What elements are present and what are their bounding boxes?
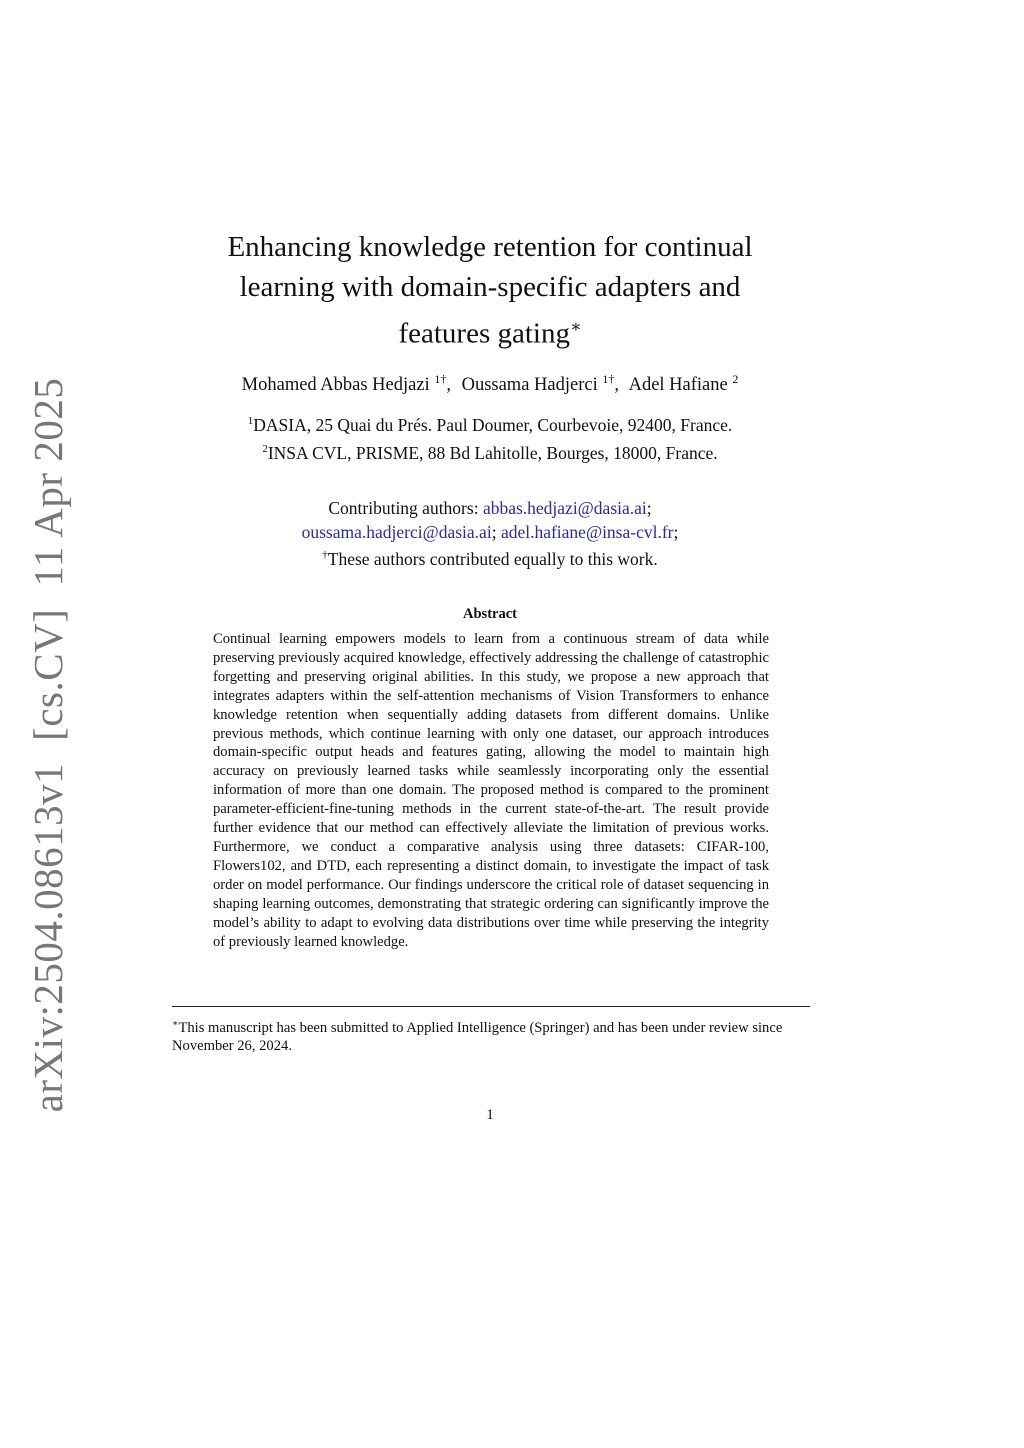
footnote-mark: ∗ [172, 1019, 179, 1029]
equal-contribution-mark: † [322, 549, 328, 561]
email-separator: ; [491, 521, 497, 542]
contrib-line-2 [140, 521, 840, 545]
title-footnote-mark: ∗ [569, 317, 582, 336]
affiliation-text: DASIA, 25 Quai du Prés. Paul Doumer, Courbevoie, 92400, France. [253, 414, 733, 435]
equal-contribution-note: These authors contributed equally to this work. [327, 548, 658, 569]
affiliation-line [140, 409, 840, 437]
title-line-2: learning with domain-specific adapters and [239, 271, 741, 303]
author-name: Mohamed Abbas Hedjazi [241, 375, 430, 396]
author-affil-mark: 1† [434, 372, 447, 386]
page-number: 1 [486, 1107, 494, 1123]
arxiv-category: [cs.CV] [25, 608, 71, 741]
author-name: Adel Hafiane [628, 375, 728, 396]
email-separator: ; [646, 498, 652, 518]
contrib-line-1 [140, 497, 840, 521]
email-link-hafiane[interactable]: adel.hafiane@insa-cvl.fr [500, 521, 674, 542]
arxiv-id: arXiv:2504.08613v1 [25, 762, 71, 1113]
affiliation-line [140, 437, 840, 465]
abstract-text: Continual learning empowers models to learn from a continuous stream of data while preserving previously acquired knowledge, effectively addressing the challenge of catastrophic forgetting and preserving original abilities. In this study, we propose a new approach that integrates adapters within the self-attention mechanisms of Vision Transformers to enhance knowledge retention when sequentially adding datasets from different domains. Unlike previous methods, which continue learning with only one dataset, our approach introduces domain-specific output heads and features gating, allowing the model to maintain high accuracy on previously learned tasks while seamlessly incorporating only the essential information of more than one domain. The proposed method is compared to the prominent parameter-efficient-fine-tuning methods in the current state-of-the-art. The result provide further evidence that our method can effectively alleviate the limitation of previous works. Furthermore, we conduct a comparative analysis using three datasets: CIFAR-100, Flowers102, and DTD, each representing a distinct domain, to investigate the impact of task order on model performance. Our findings underscore the critical role of dataset sequencing in shaping learning outcomes, demonstrating that strategic ordering can significantly improve the model’s ability to adapt to evolving data distributions over time while preserving the integrity of previously learned knowledge. [213, 631, 769, 950]
title-line-3-text: features gating [398, 317, 570, 350]
footnote-rule [172, 1006, 810, 1007]
affiliation-mark: 1 [247, 415, 254, 427]
affiliations [140, 409, 840, 465]
title-line-1: Enhancing knowledge retention for continual [227, 231, 753, 263]
email-separator: ; [673, 521, 679, 542]
affiliation-mark: 2 [262, 442, 268, 455]
contributing-authors [140, 497, 840, 571]
author-separator: , [614, 375, 619, 396]
author-affil-mark: 1† [602, 372, 615, 386]
contrib-line-3 [140, 544, 840, 571]
contrib-label: Contributing authors: [328, 498, 479, 518]
arxiv-side-stamp [24, 378, 72, 1113]
abstract-heading: Abstract [463, 606, 517, 622]
footnote-text: This manuscript has been submitted to Applied Intelligence (Springer) and has been under review since November 26, 2024. [172, 1019, 783, 1055]
affiliation-text: INSA CVL, PRISME, 88 Bd Lahitolle, Bourges, 18000, France. [267, 442, 718, 463]
author-list [140, 372, 840, 396]
title-line-3 [200, 307, 780, 354]
arxiv-date: 11 Apr 2025 [25, 377, 71, 587]
email-link-hedjazi[interactable]: abbas.hedjazi@dasia.ai [482, 498, 647, 518]
email-link-hadjerci[interactable]: oussama.hadjerci@dasia.ai [301, 521, 492, 542]
paper-title [200, 227, 780, 354]
footnote [172, 1015, 812, 1056]
author-separator: , [446, 375, 451, 396]
author-affil-mark: 2 [732, 372, 739, 386]
author-name: Oussama Hadjerci [461, 375, 598, 396]
